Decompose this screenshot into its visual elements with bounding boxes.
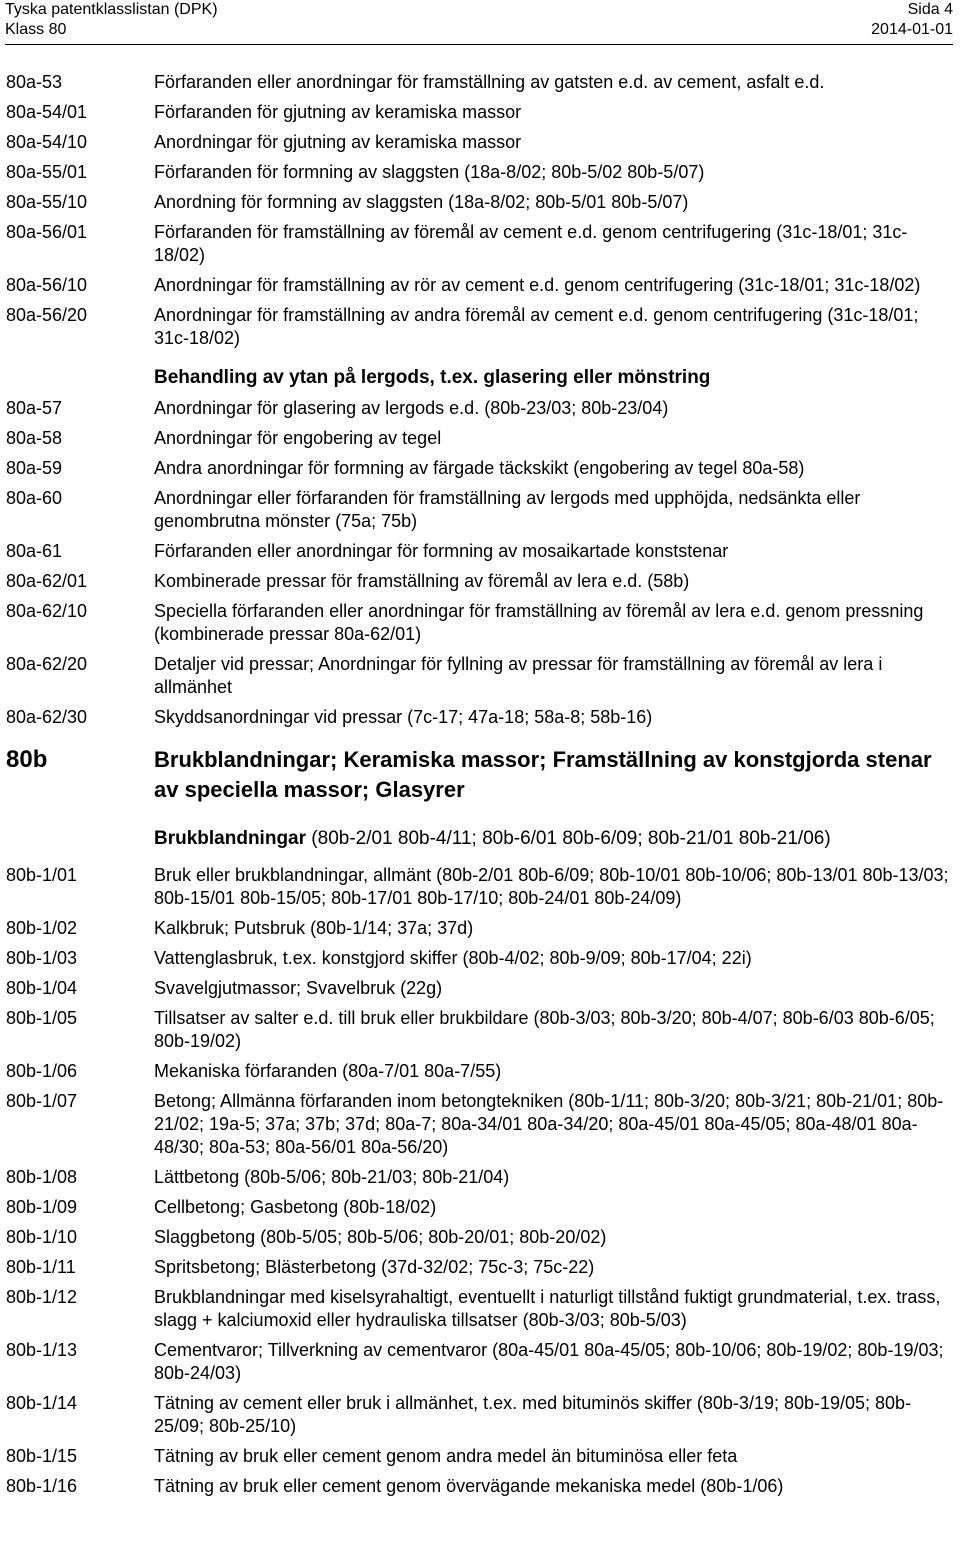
section-heading	[6, 745, 958, 805]
header-left	[5, 0, 218, 40]
class-code: 80a-62/30	[6, 707, 88, 727]
list-item	[6, 221, 958, 267]
class-code: 80b-1/03	[6, 948, 78, 968]
class-description: Anordningar för framställning av rör av cement e.d. genom centrifugering (31c-18/01; 31c-18/02)	[154, 275, 921, 295]
class-description: Anordning för formning av slaggsten (18a-8/02; 80b-5/01 80b-5/07)	[154, 192, 689, 212]
class-description: Skyddsanordningar vid pressar (7c-17; 47a-18; 58a-8; 58b-16)	[154, 707, 653, 727]
class-description: Förfaranden eller anordningar för framställning av gatsten e.d. av cement, asfalt e.d.	[154, 72, 825, 92]
class-description: Cellbetong; Gasbetong (80b-18/02)	[154, 1197, 437, 1217]
class-description: Slaggbetong (80b-5/05; 80b-5/06; 80b-20/01; 80b-20/02)	[154, 1227, 607, 1247]
document-title: Tyska patentklasslistan (DPK)	[5, 1, 218, 18]
class-code: 80a-61	[6, 541, 63, 561]
class-description: Kombinerade pressar för framställning av föremål av lera e.d. (58b)	[154, 571, 690, 591]
class-code: 80b-1/12	[6, 1287, 78, 1307]
class-code: 80a-62/10	[6, 601, 88, 621]
class-description: Tillsatser av salter e.d. till bruk eller brukbildare (80b-3/03; 80b-3/20; 80b-4/07; 80b-6/03 80b-6/05; 80b-19/02)	[154, 1008, 935, 1051]
class-description: Betong; Allmänna förfaranden inom betongtekniken (80b-1/11; 80b-3/20; 80b-3/21; 80b-21/01; 80b-21/02; 19a-5; 37a; 37b; 37d; 80a-7; 80a-34/01 80a-34/20; 80a-45/01 80a-45/05; 80a-48/01 80a-48/30; 80a-53; 80a-56/01 80a-56/20)	[154, 1091, 944, 1157]
class-code: 80a-55/01	[6, 162, 88, 182]
class-code: 80b-1/06	[6, 1061, 78, 1081]
class-code: 80b-1/16	[6, 1476, 78, 1496]
class-code: 80b-1/02	[6, 918, 78, 938]
list-item	[6, 487, 958, 533]
list-item	[6, 427, 958, 450]
section-title: Brukblandningar; Keramiska massor; Framställning av konstgjorda stenar av speciella massor; Glasyrer	[154, 747, 932, 802]
class-code: 80a-58	[6, 428, 63, 448]
list-item	[6, 304, 958, 350]
class-description: Förfaranden eller anordningar för formning av mosaikartade konststenar	[154, 541, 729, 561]
list-item	[6, 191, 958, 214]
class-code: 80a-53	[6, 72, 63, 92]
list-item	[6, 1090, 958, 1159]
group-references: (80b-2/01 80b-4/11; 80b-6/01 80b-6/09; 80b-21/01 80b-21/06)	[306, 828, 831, 849]
list-item	[6, 274, 958, 297]
list-item	[6, 101, 958, 124]
class-code: 80b-1/05	[6, 1008, 78, 1028]
header-right	[871, 0, 953, 40]
list-item	[6, 1256, 958, 1279]
list-item	[6, 1445, 958, 1468]
list-item	[6, 977, 958, 1000]
class-description: Anordningar eller förfaranden för framställning av lergods med upphöjda, nedsänkta eller genombrutna mönster (75a; 75b)	[154, 488, 861, 531]
class-code: 80b-1/15	[6, 1446, 78, 1466]
list-item	[6, 1475, 958, 1498]
class-description: Anordningar för engobering av tegel	[154, 428, 442, 448]
group-title: Brukblandningar	[154, 828, 307, 849]
class-code: 80a-62/01	[6, 571, 88, 591]
list-item	[6, 706, 958, 729]
class-code: 80a-56/20	[6, 305, 88, 325]
list-item	[6, 457, 958, 480]
class-description: Anordningar för glasering av lergods e.d. (80b-23/03; 80b-23/04)	[154, 398, 669, 418]
class-description: Förfaranden för gjutning av keramiska massor	[154, 102, 522, 122]
class-description: Mekaniska förfaranden (80a-7/01 80a-7/55)	[154, 1061, 502, 1081]
class-code: 80a-59	[6, 458, 63, 478]
class-description: Anordningar för gjutning av keramiska massor	[154, 132, 522, 152]
list-item	[6, 1286, 958, 1332]
list-item	[6, 131, 958, 154]
class-code: 80a-57	[6, 398, 63, 418]
class-description: Kalkbruk; Putsbruk (80b-1/14; 37a; 37d)	[154, 918, 474, 938]
class-description: Vattenglasbruk, t.ex. konstgjord skiffer (80b-4/02; 80b-9/09; 80b-17/04; 22i)	[154, 948, 752, 968]
class-code: 80b-1/14	[6, 1393, 78, 1413]
page-number: Sida 4	[907, 1, 953, 18]
list-item	[6, 397, 958, 420]
class-code: 80a-55/10	[6, 192, 88, 212]
class-code: 80a-62/20	[6, 654, 88, 674]
class-description: Speciella förfaranden eller anordningar för framställning av föremål av lera e.d. genom pressning (kombinerade pressar 80a-62/01)	[154, 601, 924, 644]
class-description: Anordningar för framställning av andra föremål av cement e.d. genom centrifugering (31c-18/01; 31c-18/02)	[154, 305, 919, 348]
class-code: 80a-60	[6, 488, 63, 508]
header-rule	[5, 44, 953, 45]
list-item	[6, 864, 958, 910]
list-item	[6, 1060, 958, 1083]
list-item	[6, 1392, 958, 1438]
class-description: Brukblandningar med kiselsyrahaltigt, eventuellt i naturligt tillstånd fuktigt grundmaterial, t.ex. trass, slagg + kalciumoxid eller hydrauliska tillsatser (80b-3/03; 80b-5/03)	[154, 1287, 941, 1330]
class-code: 80a-56/10	[6, 275, 88, 295]
class-code: 80b-1/04	[6, 978, 78, 998]
list-item	[6, 1007, 958, 1053]
class-description: Förfaranden för framställning av föremål av cement e.d. genom centrifugering (31c-18/01; 31c-18/02)	[154, 222, 908, 265]
list-item	[6, 1196, 958, 1219]
list-item	[6, 540, 958, 563]
class-code: 80a-54/01	[6, 102, 88, 122]
document-date: 2014-01-01	[871, 21, 953, 38]
class-description: Tätning av bruk eller cement genom andra medel än bituminösa eller feta	[154, 1446, 738, 1466]
subheading-text: Behandling av ytan på lergods, t.ex. glasering eller mönstring	[154, 367, 711, 388]
class-description: Spritsbetong; Blästerbetong (37d-32/02; 75c-3; 75c-22)	[154, 1257, 595, 1277]
class-description: Detaljer vid pressar; Anordningar för fyllning av pressar för framställning av föremål av lera i allmänhet	[154, 654, 883, 697]
class-description: Cementvaror; Tillverkning av cementvaror (80a-45/01 80a-45/05; 80b-10/06; 80b-19/02; 80b-19/03; 80b-24/03)	[154, 1340, 944, 1383]
class-code: 80b-1/10	[6, 1227, 78, 1247]
class-code: 80b-1/09	[6, 1197, 78, 1217]
list-item	[6, 947, 958, 970]
list-item	[6, 71, 958, 94]
list-item	[6, 917, 958, 940]
class-description: Tätning av cement eller bruk i allmänhet, t.ex. med bituminös skiffer (80b-3/19; 80b-19/05; 80b-25/09; 80b-25/10)	[154, 1393, 912, 1436]
list-item	[6, 1166, 958, 1189]
list-item	[6, 653, 958, 699]
page-header	[5, 0, 953, 44]
class-description: Bruk eller brukblandningar, allmänt (80b-2/01 80b-6/09; 80b-10/01 80b-10/06; 80b-13/01 80b-13/03; 80b-15/01 80b-15/05; 80b-17/01 80b-17/10; 80b-24/01 80b-24/09)	[154, 865, 949, 908]
class-code: 80b-1/01	[6, 865, 78, 885]
class-code: 80b-1/13	[6, 1340, 78, 1360]
list-item	[6, 1226, 958, 1249]
class-description: Lättbetong (80b-5/06; 80b-21/03; 80b-21/04)	[154, 1167, 510, 1187]
list-item	[6, 161, 958, 184]
class-code: 80a-56/01	[6, 222, 88, 242]
class-label: Klass 80	[5, 21, 67, 38]
class-description: Förfaranden för formning av slaggsten (18a-8/02; 80b-5/02 80b-5/07)	[154, 162, 705, 182]
class-code: 80a-54/10	[6, 132, 88, 152]
class-code: 80b-1/07	[6, 1091, 78, 1111]
class-description: Tätning av bruk eller cement genom övervägande mekaniska medel (80b-1/06)	[154, 1476, 784, 1496]
class-description: Andra anordningar för formning av färgade täckskikt (engobering av tegel 80a-58)	[154, 458, 805, 478]
list-item	[6, 600, 958, 646]
group-heading	[6, 827, 958, 851]
subheading	[6, 366, 958, 390]
class-description: Svavelgjutmassor; Svavelbruk (22g)	[154, 978, 443, 998]
class-list	[6, 71, 958, 1498]
class-code: 80b-1/08	[6, 1167, 78, 1187]
section-code: 80b	[6, 746, 48, 773]
list-item	[6, 1339, 958, 1385]
list-item	[6, 570, 958, 593]
class-code: 80b-1/11	[6, 1257, 76, 1277]
